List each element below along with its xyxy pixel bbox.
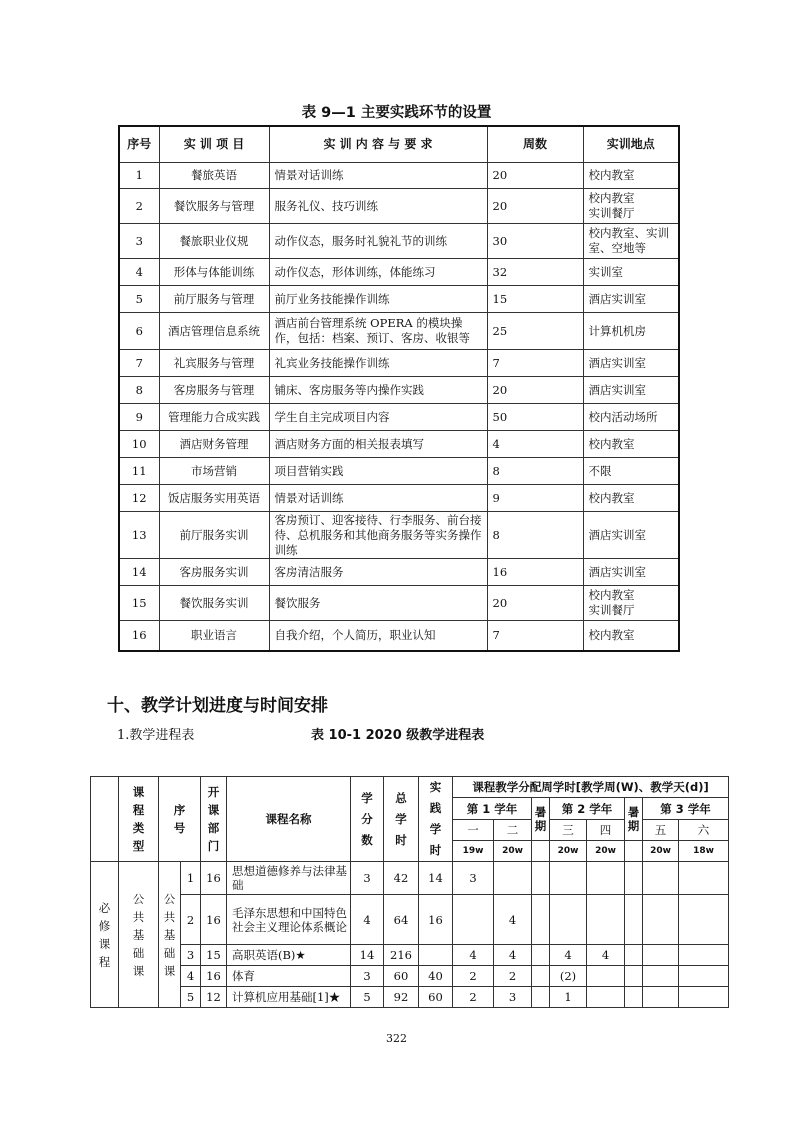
table-row bbox=[91, 895, 729, 945]
row-content: 情景对话训练 bbox=[269, 163, 487, 189]
row-weeks: 20 bbox=[487, 586, 583, 621]
row-hours: 64 bbox=[384, 895, 419, 945]
sem-header: 五 bbox=[643, 820, 679, 841]
row-project: 饭店服务实用英语 bbox=[159, 485, 269, 512]
row-credit: 5 bbox=[351, 987, 384, 1008]
row-seq: 1 bbox=[181, 862, 201, 895]
row-name: 计算机应用基础[1]★ bbox=[227, 987, 351, 1008]
table-row bbox=[119, 512, 679, 559]
row-s5 bbox=[643, 945, 679, 966]
row-weeks: 32 bbox=[487, 259, 583, 286]
row-location: 校内活动场所 bbox=[583, 404, 679, 431]
row-seq: 13 bbox=[119, 512, 159, 559]
blank-cell bbox=[532, 895, 550, 945]
col-header: 实 训 项 目 bbox=[159, 126, 269, 163]
row-content: 礼宾业务技能操作训练 bbox=[269, 350, 487, 377]
row-hours: 216 bbox=[384, 945, 419, 966]
row-weeks: 20 bbox=[487, 377, 583, 404]
table-row bbox=[119, 163, 679, 189]
col-header-course-name: 课程名称 bbox=[227, 777, 351, 862]
hours-label: 总 学 时 bbox=[395, 790, 407, 847]
table-row bbox=[119, 313, 679, 350]
week-count: 20w bbox=[587, 841, 625, 862]
summer-label: 暑 期 bbox=[534, 805, 547, 833]
blank-cell bbox=[625, 945, 643, 966]
year3-header: 第 3 学年 bbox=[643, 798, 729, 820]
blank-cell bbox=[532, 841, 550, 862]
subsection-label: 1.教学进程表 bbox=[117, 728, 195, 743]
row-content: 餐饮服务 bbox=[269, 586, 487, 621]
seq-label: 序 号 bbox=[173, 803, 186, 835]
row-content: 客房预订、迎客接待、行李服务、前台接待、总机服务和其他商务服务等实务操作训练 bbox=[269, 512, 487, 559]
row-location: 校内教室 bbox=[583, 485, 679, 512]
row-seq: 8 bbox=[119, 377, 159, 404]
table-row bbox=[119, 431, 679, 458]
row-s4 bbox=[587, 862, 625, 895]
practice-table bbox=[118, 125, 680, 652]
blank-cell bbox=[532, 987, 550, 1008]
row-practice: 60 bbox=[419, 987, 453, 1008]
row-name: 思想道德修养与法律基础 bbox=[227, 862, 351, 895]
row-s6 bbox=[679, 895, 729, 945]
week-count: 20w bbox=[494, 841, 532, 862]
summer1-header bbox=[532, 798, 550, 841]
row-location: 校内教室、实训室、空地等 bbox=[583, 224, 679, 259]
category-public bbox=[119, 862, 159, 1008]
row-location: 校内教室 实训餐厅 bbox=[583, 189, 679, 224]
row-content: 前厅业务技能操作训练 bbox=[269, 286, 487, 313]
sem-header: 四 bbox=[587, 820, 625, 841]
col-header: 周数 bbox=[487, 126, 583, 163]
table-row bbox=[119, 559, 679, 586]
row-dept: 12 bbox=[201, 987, 227, 1008]
blank-cell bbox=[625, 966, 643, 987]
sem-header: 一 bbox=[453, 820, 494, 841]
blank-cell bbox=[625, 987, 643, 1008]
row-seq: 7 bbox=[119, 350, 159, 377]
row-s6 bbox=[679, 987, 729, 1008]
row-name: 体育 bbox=[227, 966, 351, 987]
table-row bbox=[91, 945, 729, 966]
row-s6 bbox=[679, 966, 729, 987]
col-header-hours bbox=[384, 777, 419, 862]
row-weeks: 20 bbox=[487, 163, 583, 189]
row-credit: 14 bbox=[351, 945, 384, 966]
row-content: 情景对话训练 bbox=[269, 485, 487, 512]
row-practice: 16 bbox=[419, 895, 453, 945]
row-location: 酒店实训室 bbox=[583, 559, 679, 586]
row-hours: 60 bbox=[384, 966, 419, 987]
row-seq: 5 bbox=[181, 987, 201, 1008]
table-row bbox=[91, 862, 729, 895]
dept-label: 开 课 部 门 bbox=[207, 785, 220, 853]
row-project: 职业语言 bbox=[159, 621, 269, 651]
row-practice: 40 bbox=[419, 966, 453, 987]
section-heading: 十、教学计划进度与时间安排 bbox=[107, 696, 328, 716]
row-s2: 2 bbox=[494, 966, 532, 987]
row-s3: 1 bbox=[550, 987, 587, 1008]
row-location: 校内教室 bbox=[583, 163, 679, 189]
row-weeks: 15 bbox=[487, 286, 583, 313]
row-s5 bbox=[643, 862, 679, 895]
row-practice bbox=[419, 945, 453, 966]
row-credit: 3 bbox=[351, 862, 384, 895]
row-seq: 11 bbox=[119, 458, 159, 485]
table-row bbox=[91, 987, 729, 1008]
table-row bbox=[119, 586, 679, 621]
summer-label: 暑 期 bbox=[627, 805, 640, 833]
row-dept: 15 bbox=[201, 945, 227, 966]
row-s1: 4 bbox=[453, 945, 494, 966]
row-location: 实训室 bbox=[583, 259, 679, 286]
row-s1: 2 bbox=[453, 987, 494, 1008]
row-seq: 12 bbox=[119, 485, 159, 512]
row-project: 餐饮服务实训 bbox=[159, 586, 269, 621]
row-s3 bbox=[550, 895, 587, 945]
row-s4: 4 bbox=[587, 945, 625, 966]
row-location: 酒店实训室 bbox=[583, 377, 679, 404]
row-seq: 14 bbox=[119, 559, 159, 586]
blank-corner bbox=[91, 777, 119, 862]
row-seq: 10 bbox=[119, 431, 159, 458]
row-hours: 42 bbox=[384, 862, 419, 895]
row-s2: 3 bbox=[494, 987, 532, 1008]
row-content: 自我介绍，个人简历，职业认知 bbox=[269, 621, 487, 651]
row-s5 bbox=[643, 895, 679, 945]
row-content: 动作仪态，服务时礼貌礼节的训练 bbox=[269, 224, 487, 259]
row-weeks: 8 bbox=[487, 458, 583, 485]
row-project: 酒店财务管理 bbox=[159, 431, 269, 458]
row-location: 酒店实训室 bbox=[583, 350, 679, 377]
row-s6 bbox=[679, 862, 729, 895]
table-header-row bbox=[119, 126, 679, 163]
row-s4 bbox=[587, 966, 625, 987]
row-s4 bbox=[587, 987, 625, 1008]
row-project: 礼宾服务与管理 bbox=[159, 350, 269, 377]
category-public-sub bbox=[159, 862, 181, 1008]
row-s3: (2) bbox=[550, 966, 587, 987]
row-weeks: 7 bbox=[487, 621, 583, 651]
col-header: 实 训 内 容 与 要 求 bbox=[269, 126, 487, 163]
row-seq: 3 bbox=[181, 945, 201, 966]
table-row bbox=[119, 259, 679, 286]
page-number: 322 bbox=[386, 1032, 407, 1045]
sem-header: 三 bbox=[550, 820, 587, 841]
row-s5 bbox=[643, 966, 679, 987]
practice-table-body bbox=[119, 163, 679, 651]
row-s3: 4 bbox=[550, 945, 587, 966]
row-weeks: 9 bbox=[487, 485, 583, 512]
col-header-course-type bbox=[119, 777, 159, 862]
year2-header: 第 2 学年 bbox=[550, 798, 625, 820]
row-seq: 1 bbox=[119, 163, 159, 189]
row-s2 bbox=[494, 862, 532, 895]
table-row bbox=[91, 966, 729, 987]
row-credit: 3 bbox=[351, 966, 384, 987]
row-content: 动作仪态，形体训练，体能练习 bbox=[269, 259, 487, 286]
row-seq: 4 bbox=[119, 259, 159, 286]
row-content: 项目营销实践 bbox=[269, 458, 487, 485]
row-s4 bbox=[587, 895, 625, 945]
row-content: 客房清洁服务 bbox=[269, 559, 487, 586]
row-seq: 4 bbox=[181, 966, 201, 987]
practice-label: 实 践 学 时 bbox=[429, 780, 442, 857]
col-header: 实训地点 bbox=[583, 126, 679, 163]
row-seq: 9 bbox=[119, 404, 159, 431]
table-row bbox=[119, 224, 679, 259]
row-s3 bbox=[550, 862, 587, 895]
schedule-table bbox=[90, 776, 729, 1008]
table-row bbox=[119, 377, 679, 404]
row-project: 餐饮服务与管理 bbox=[159, 189, 269, 224]
row-s6 bbox=[679, 945, 729, 966]
col-header-practice bbox=[419, 777, 453, 862]
row-project: 餐旅英语 bbox=[159, 163, 269, 189]
row-credit: 4 bbox=[351, 895, 384, 945]
row-weeks: 50 bbox=[487, 404, 583, 431]
course-type-label: 课 程 类 型 bbox=[132, 785, 145, 853]
category-label: 公 共 基 础 课 bbox=[163, 891, 176, 978]
col-header-allocation: 课程教学分配周学时[教学周(W)、教学天(d)] bbox=[453, 777, 729, 798]
row-project: 前厅服务与管理 bbox=[159, 286, 269, 313]
blank-cell bbox=[532, 862, 550, 895]
row-weeks: 4 bbox=[487, 431, 583, 458]
row-content: 学生自主完成项目内容 bbox=[269, 404, 487, 431]
row-weeks: 7 bbox=[487, 350, 583, 377]
row-weeks: 20 bbox=[487, 189, 583, 224]
row-seq: 16 bbox=[119, 621, 159, 651]
row-s1: 2 bbox=[453, 966, 494, 987]
row-s2: 4 bbox=[494, 945, 532, 966]
table-row bbox=[119, 286, 679, 313]
row-s1 bbox=[453, 895, 494, 945]
year1-header: 第 1 学年 bbox=[453, 798, 532, 820]
week-count: 20w bbox=[643, 841, 679, 862]
row-location: 校内教室 bbox=[583, 621, 679, 651]
table-row bbox=[119, 404, 679, 431]
row-project: 餐旅职业仪规 bbox=[159, 224, 269, 259]
row-s5 bbox=[643, 987, 679, 1008]
row-content: 服务礼仪、技巧训练 bbox=[269, 189, 487, 224]
row-content: 酒店财务方面的相关报表填写 bbox=[269, 431, 487, 458]
row-weeks: 30 bbox=[487, 224, 583, 259]
blank-cell bbox=[625, 862, 643, 895]
credit-label: 学 分 数 bbox=[361, 790, 373, 847]
row-project: 前厅服务实训 bbox=[159, 512, 269, 559]
table-row bbox=[119, 485, 679, 512]
row-s2: 4 bbox=[494, 895, 532, 945]
row-seq: 2 bbox=[181, 895, 201, 945]
row-location: 不限 bbox=[583, 458, 679, 485]
row-practice: 14 bbox=[419, 862, 453, 895]
sem-header: 六 bbox=[679, 820, 729, 841]
row-seq: 2 bbox=[119, 189, 159, 224]
row-location: 校内教室 bbox=[583, 431, 679, 458]
row-project: 客房服务与管理 bbox=[159, 377, 269, 404]
table-row bbox=[119, 458, 679, 485]
table-row bbox=[119, 189, 679, 224]
col-header-dept bbox=[201, 777, 227, 862]
row-project: 客房服务实训 bbox=[159, 559, 269, 586]
col-header-seq bbox=[159, 777, 201, 862]
category-label: 公 共 基 础 课 bbox=[132, 891, 145, 978]
week-count: 18w bbox=[679, 841, 729, 862]
sem-header: 二 bbox=[494, 820, 532, 841]
row-project: 形体与体能训练 bbox=[159, 259, 269, 286]
col-header: 序号 bbox=[119, 126, 159, 163]
category-required bbox=[91, 862, 119, 1008]
table-row bbox=[119, 621, 679, 651]
table-header-row bbox=[91, 777, 729, 798]
row-project: 管理能力合成实践 bbox=[159, 404, 269, 431]
blank-cell bbox=[532, 966, 550, 987]
table-row bbox=[119, 350, 679, 377]
row-seq: 15 bbox=[119, 586, 159, 621]
row-weeks: 25 bbox=[487, 313, 583, 350]
category-label: 必 修 课 程 bbox=[98, 900, 111, 969]
row-weeks: 8 bbox=[487, 512, 583, 559]
row-location: 酒店实训室 bbox=[583, 286, 679, 313]
row-hours: 92 bbox=[384, 987, 419, 1008]
row-weeks: 16 bbox=[487, 559, 583, 586]
row-name: 毛泽东思想和中国特色社会主义理论体系概论 bbox=[227, 895, 351, 945]
row-dept: 16 bbox=[201, 966, 227, 987]
row-project: 市场营销 bbox=[159, 458, 269, 485]
row-content: 铺床、客房服务等内操作实践 bbox=[269, 377, 487, 404]
row-project: 酒店管理信息系统 bbox=[159, 313, 269, 350]
row-dept: 16 bbox=[201, 895, 227, 945]
row-name: 高职英语(B)★ bbox=[227, 945, 351, 966]
week-count: 19w bbox=[453, 841, 494, 862]
row-location: 校内教室 实训餐厅 bbox=[583, 586, 679, 621]
blank-cell bbox=[532, 945, 550, 966]
row-location: 酒店实训室 bbox=[583, 512, 679, 559]
row-seq: 5 bbox=[119, 286, 159, 313]
table2-title: 表 10-1 2020 级教学进程表 bbox=[311, 728, 485, 743]
row-location: 计算机机房 bbox=[583, 313, 679, 350]
table1-title: 表 9—1 主要实践环节的设置 bbox=[301, 105, 492, 121]
col-header-credit bbox=[351, 777, 384, 862]
schedule-table-body bbox=[91, 777, 729, 1008]
row-seq: 6 bbox=[119, 313, 159, 350]
blank-cell bbox=[625, 841, 643, 862]
row-seq: 3 bbox=[119, 224, 159, 259]
row-s1: 3 bbox=[453, 862, 494, 895]
summer2-header bbox=[625, 798, 643, 841]
row-dept: 16 bbox=[201, 862, 227, 895]
row-content: 酒店前台管理系统 OPERA 的模块操作，包括：档案、预订、客房、收银等 bbox=[269, 313, 487, 350]
blank-cell bbox=[625, 895, 643, 945]
week-count: 20w bbox=[550, 841, 587, 862]
